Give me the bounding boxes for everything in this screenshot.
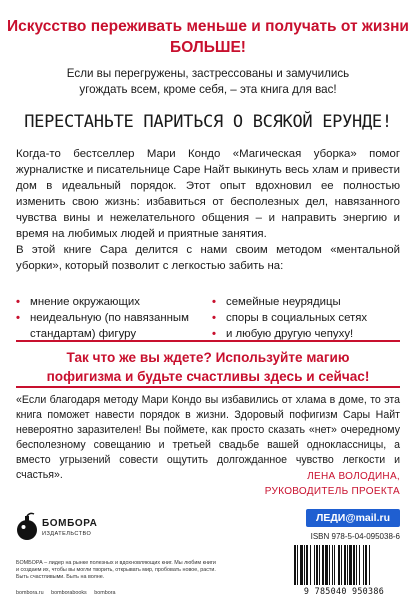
- slogan: ПЕРЕСТАНЬТЕ ПАРИТЬСЯ О ВСЯКОЙ ЕРУНДЕ!: [24, 112, 392, 132]
- intro-line-1: Если вы перегружены, застрессованы и замучились: [66, 67, 350, 80]
- barcode-bar: [332, 545, 333, 585]
- bombora-logo-title: БОМБОРА: [42, 518, 98, 529]
- barcode: [294, 545, 400, 585]
- barcode-digits: 9 785040 950386: [303, 586, 385, 596]
- barcode-bar: [349, 545, 352, 585]
- barcode-bar: [310, 545, 311, 585]
- headline: [0, 16, 416, 58]
- bullet-dot-icon: •: [212, 296, 216, 308]
- author-role: РУКОВОДИТЕЛЬ ПРОЕКТА: [264, 486, 400, 497]
- bullet-item-text: и любую другую чепуху!: [226, 328, 354, 340]
- bullet-item-text: неидеальную (по навязанным стандартам) фигуру: [30, 312, 189, 340]
- bullet-item: [212, 310, 402, 326]
- description-body: [16, 146, 400, 274]
- barcode-bar: [294, 545, 296, 585]
- link-social-2[interactable]: bombora: [94, 590, 116, 596]
- barcode-bar: [353, 545, 355, 585]
- bullet-item: [212, 294, 402, 310]
- divider-bottom: [16, 386, 400, 388]
- ledi-mail-logo: ЛЕДИ@mail.ru: [306, 509, 400, 527]
- barcode-bar: [297, 545, 298, 585]
- barcode-bar: [300, 545, 303, 585]
- barcode-bar: [314, 545, 315, 585]
- barcode-bar: [369, 545, 370, 585]
- barcode-bar: [325, 545, 328, 585]
- review-quote: «Если благодаря методу Мари Кондо вы избавились от хлама в доме, то эта книга поможет навести порядок в жизни. Здоровый пофигизм Сары Найт невероятно заразителен! Вы поймете, как просто сказать «нет» очередному бесполезному совещанию и третьей свадьбе вашей одноклассницы, а вместо угрызений совести ощутить долгожданное чувство легкости и счастья».: [16, 394, 400, 481]
- headline-line-1: Искусство переживать меньше и получать от жизни: [7, 18, 409, 35]
- bullet-column-left: [16, 294, 196, 342]
- bullet-item-text: семейные неурядицы: [226, 296, 341, 308]
- barcode-bar: [304, 545, 305, 585]
- barcode-bar: [316, 545, 318, 585]
- barcode-bar: [329, 545, 330, 585]
- bullet-item: [16, 294, 196, 310]
- bomb-icon: [16, 512, 38, 542]
- bombora-logo-subtitle: ИЗДАТЕЛЬСТВО: [42, 531, 92, 537]
- barcode-bar: [356, 545, 357, 585]
- barcode-bar: [306, 545, 308, 585]
- intro-text: [0, 66, 416, 98]
- intro-line-2: угождать всем, кроме себя, – эта книга для вас!: [79, 83, 337, 96]
- link-website[interactable]: bombora.ru: [16, 590, 44, 596]
- barcode-bar: [363, 545, 364, 585]
- bullet-dot-icon: •: [16, 312, 20, 324]
- barcode-bar: [359, 545, 360, 585]
- callout-line-2: пофигизма и будьте счастливы здесь и сейчас!: [46, 369, 370, 384]
- barcode-bar: [341, 545, 342, 585]
- bombora-logo: [16, 512, 106, 560]
- headline-line-2: БОЛЬШЕ!: [170, 39, 246, 56]
- barcode-bar: [319, 545, 320, 585]
- barcode-bar: [365, 545, 367, 585]
- callout-line-1: Так что же вы ждете? Используйте магию: [66, 350, 350, 365]
- divider-top: [16, 340, 400, 342]
- bullet-dot-icon: •: [212, 312, 216, 324]
- bullet-item-text: мнение окружающих: [30, 296, 140, 308]
- bullet-column-right: [212, 294, 402, 342]
- barcode-bar: [347, 545, 348, 585]
- link-social-1[interactable]: bomborabooks: [51, 590, 87, 596]
- barcode-bar: [322, 545, 324, 585]
- bullet-item-text: споры в социальных сетях: [226, 312, 368, 324]
- callout: [0, 348, 416, 386]
- barcode-bar: [338, 545, 340, 585]
- description-paragraph-1: Когда-то бестселлер Мари Кондо «Магическая уборка» помог журналистке и писательнице Саре Найт выкинуть весь хлам и привести дом в идеальный порядок. Этот опыт вдохновил ее полностью изменить свою жизнь: избавиться от бесполезных дел, навязанного чувства вины и нежелательного общения – и направить энергию и время на любимых людей и приятные занятия.: [16, 148, 400, 240]
- review-author: [265, 469, 400, 499]
- bullet-item: [16, 310, 196, 342]
- bullet-dot-icon: •: [212, 328, 216, 340]
- barcode-bar: [344, 545, 346, 585]
- publisher-description: БОМБОРА – лидер на рынке полезных и вдохновляющих книг. Мы любим книги и создаем их, чтобы вы могли творить, открывать мир, пробовать новое, расти. Быть счастливыми. Быть на волне.: [16, 560, 216, 580]
- publisher-links: [16, 590, 122, 596]
- barcode-bar: [334, 545, 335, 585]
- isbn: ISBN 978-5-04-095038-6: [310, 532, 400, 541]
- author-name: ЛЕНА ВОЛОДИНА,: [307, 471, 400, 482]
- bullet-dot-icon: •: [16, 296, 20, 308]
- description-paragraph-2: В этой книге Сара делится с нами своим методом «ментальной уборки», который позволит с легкостью забить на:: [16, 244, 400, 272]
